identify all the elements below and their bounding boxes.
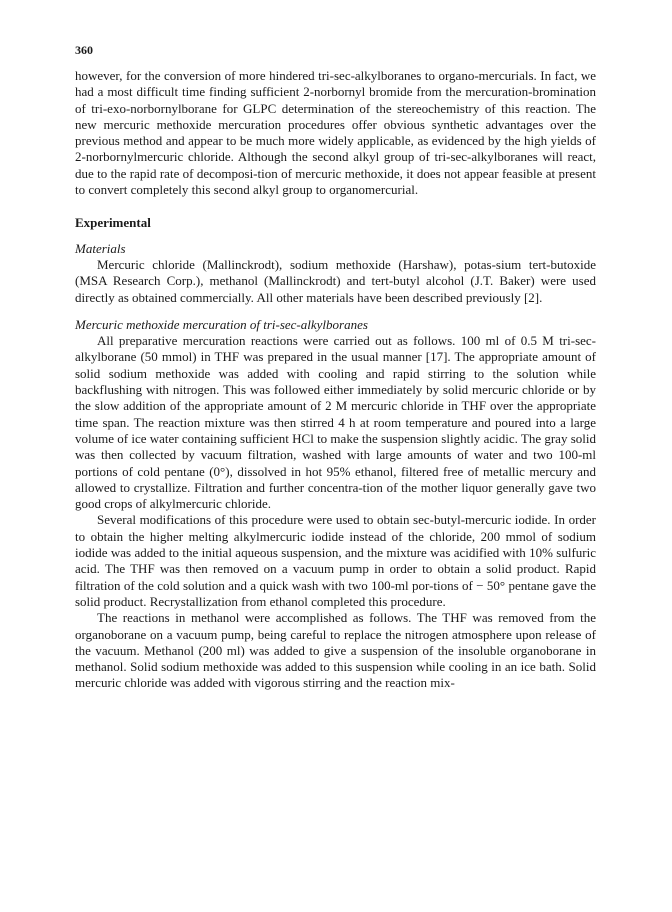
procedure-paragraph-1: All preparative mercuration reactions were carried out as follows. 100 ml of 0.5 M tri-sec-alkylborane (50 mmol) in THF was prepared in the usual manner [17]. The appropriate amount of solid sodium methoxide was added with cooling and rapid stirring to the solution while backflushing with nitrogen. This was followed either immediately by solid mercuric chloride or by the slow addition of the appropriate amount of 2 M mercuric chloride in THF over the appropriate time span. The reaction mixture was then stirred 4 h at room temperature and poured into a large volume of ice water containing sufficient HCl to make the suspension slightly acidic. The gray solid was then collected by vacuum filtration, washed with large amounts of water and two 100-ml portions of cold pentane (0°), dissolved in hot 95% ethanol, filtered free of metallic mercury and allowed to crystallize. Filtration and further concentra-tion of the mother liquor generally gave two good crops of alkylmercuric chloride.: [75, 333, 596, 512]
subsection-heading-mercuration: Mercuric methoxide mercuration of tri-sec-alkylboranes: [75, 316, 368, 332]
section-heading-experimental: Experimental: [75, 215, 151, 231]
intro-paragraph: however, for the conversion of more hindered tri-sec-alkylboranes to organo-mercurials. In fact, we had a most difficult time finding sufficient 2-norbornyl bromide from the mercuration-bromination of tri-exo-norbornylborane for GLPC determination of the stereochemistry of this reaction. The new mercuric methoxide mercuration procedures offer obvious synthetic advantages over the previous method and appear to be much more widely applicable, as evidenced by the high yields of 2-norbornylmercuric chloride. Although the second alkyl group of tri-sec-alkylboranes will react, due to the rapid rate of decomposi-tion of mercuric methoxide, it does not appear feasible at present to convert completely this second alkyl group to organomercurial.: [75, 68, 596, 198]
article-body: [75, 68, 596, 692]
procedure-paragraph-3: The reactions in methanol were accomplished as follows. The THF was removed from the organoborane on a vacuum pump, being careful to replace the nitrogen atmosphere upon release of the vacuum. Methanol (200 ml) was added to give a suspension of the insoluble organoborane in methanol. Solid sodium methoxide was added to this suspension while cooling in an ice bath. Solid mercuric chloride was added with vigorous stirring and the reaction mix-: [75, 610, 596, 691]
subsection-heading-materials: Materials: [75, 240, 126, 256]
procedure-paragraph-2: Several modifications of this procedure were used to obtain sec-butyl-mercuric iodide. In order to obtain the higher melting alkylmercuric iodide instead of the chloride, 200 mmol of sodium iodide was added to the initial aqueous suspension, and the mixture was acidified with 10% sulfuric acid. The THF was then removed on a vacuum pump in order to obtain a solid product. Rapid filtration of the cold solution and a quick wash with two 100-ml por-tions of − 50° pentane gave the solid product. Recrystallization from ethanol completed this procedure.: [75, 512, 596, 609]
page-number: 360: [75, 43, 93, 57]
materials-paragraph: Mercuric chloride (Mallinckrodt), sodium methoxide (Harshaw), potas-sium tert-butoxide (MSA Research Corp.), methanol (Mallinckrodt) and tert-butyl alcohol (J.T. Baker) were used directly as obtained commercially. All other materials have been described previously [2].: [75, 256, 596, 305]
